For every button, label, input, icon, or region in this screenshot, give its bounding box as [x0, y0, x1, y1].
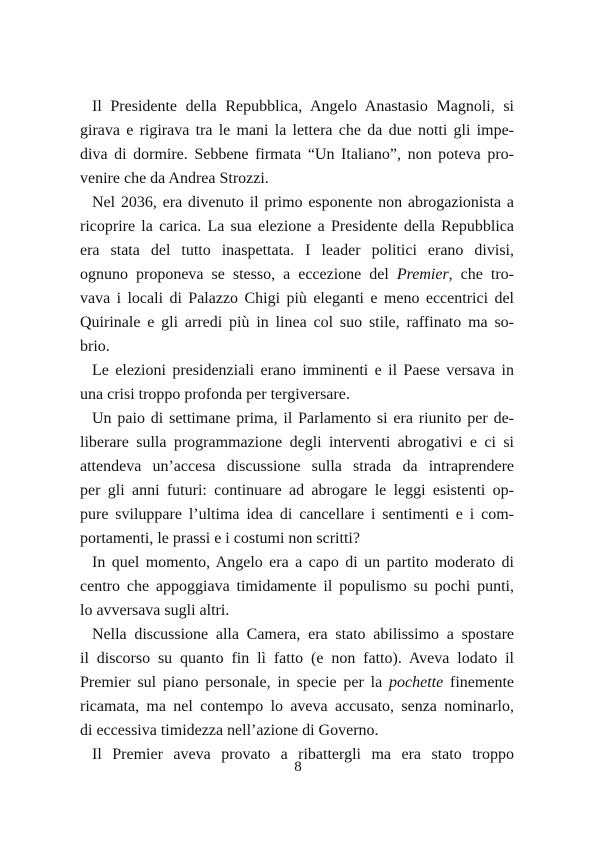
- text-line: [80, 623, 514, 647]
- text-line: [80, 695, 514, 719]
- text-segment: Premier sul piano personale, in specie per la: [80, 674, 390, 691]
- text-segment: Quirinale e gli arredi più in linea col suo stile, raffinato ma so-: [80, 314, 514, 331]
- text-segment: Nella discussione alla Camera, era stato abilissimo a spostare: [92, 626, 514, 643]
- italic-word: Premier: [396, 266, 449, 283]
- text-segment: finemente: [443, 674, 514, 691]
- text-line: [80, 143, 514, 167]
- body-text: [80, 95, 514, 767]
- text-segment: portamenti, le prassi e i costumi non scritti?: [80, 530, 360, 547]
- text-line: [80, 575, 514, 599]
- text-segment: ricoprire la carica. La sua elezione a Presidente della Repubblica: [80, 218, 514, 235]
- text-segment: per gli anni futuri: continuare ad abrogare le leggi esistenti op-: [80, 482, 514, 499]
- text-segment: Nel 2036, era divenuto il primo esponente non abrogazionista a: [92, 194, 514, 211]
- text-line: [80, 407, 514, 431]
- text-segment: Le elezioni presidenziali erano imminenti e il Paese versava in: [92, 362, 514, 379]
- text-segment: una crisi troppo profonda per tergiversare.: [80, 386, 350, 403]
- text-segment: venire che da Andrea Strozzi.: [80, 170, 269, 187]
- text-line: [80, 719, 514, 743]
- text-line: [80, 263, 514, 287]
- text-segment: ricamata, ma nel contempo lo aveva accusato, senza nominarlo,: [80, 698, 514, 715]
- text-segment: attendeva un’accesa discussione sulla strada da intraprendere: [80, 458, 514, 475]
- text-line: [80, 215, 514, 239]
- text-line: [80, 359, 514, 383]
- text-line: [80, 455, 514, 479]
- text-segment: , che tro-: [448, 266, 514, 283]
- text-line: [80, 383, 514, 407]
- text-line: [80, 503, 514, 527]
- text-segment: ognuno proponeva se stesso, a eccezione del: [80, 266, 397, 283]
- text-segment: il discorso su quanto fin lì fatto (e non fatto). Aveva lodato il: [80, 650, 514, 667]
- text-line: [80, 239, 514, 263]
- text-segment: Il Presidente della Repubblica, Angelo Anastasio Magnoli, si: [92, 98, 514, 115]
- page-number: 8: [294, 759, 302, 775]
- text-line: [80, 671, 514, 695]
- text-segment: era stata del tutto inaspettata. I leader politici erano divisi,: [80, 242, 514, 259]
- text-segment: di eccessiva timidezza nell’azione di Governo.: [80, 722, 379, 739]
- text-line: [80, 431, 514, 455]
- text-line: [80, 647, 514, 671]
- text-line: [80, 191, 514, 215]
- text-segment: Il Premier aveva provato a ribattergli ma era stato troppo: [92, 746, 514, 763]
- text-line: [80, 167, 514, 191]
- text-segment: centro che appoggiava timidamente il populismo su pochi punti,: [80, 578, 514, 595]
- text-segment: Un paio di settimane prima, il Parlamento si era riunito per de-: [92, 410, 514, 427]
- text-line: [80, 287, 514, 311]
- text-line: [80, 95, 514, 119]
- text-line: [80, 479, 514, 503]
- text-line: [80, 527, 514, 551]
- text-segment: In quel momento, Angelo era a capo di un partito moderato di: [92, 554, 514, 571]
- text-line: [80, 119, 514, 143]
- text-line: [80, 335, 514, 359]
- text-segment: liberare sulla programmazione degli interventi abrogativi e ci si: [80, 434, 514, 451]
- text-segment: vava i locali di Palazzo Chigi più eleganti e meno eccentrici del: [80, 290, 514, 307]
- italic-word: pochette: [389, 674, 444, 691]
- text-line: [80, 551, 514, 575]
- text-segment: diva di dormire. Sebbene firmata “Un Italiano”, non poteva pro-: [80, 146, 514, 163]
- text-segment: brio.: [80, 338, 110, 355]
- text-segment: girava e rigirava tra le mani la lettera che da due notti gli impe-: [80, 122, 514, 139]
- text-segment: pure sviluppare l’ultima idea di cancellare i sentimenti e i com-: [80, 506, 514, 523]
- text-segment: lo avversava sugli altri.: [80, 602, 230, 619]
- text-line: [80, 311, 514, 335]
- text-line: [80, 599, 514, 623]
